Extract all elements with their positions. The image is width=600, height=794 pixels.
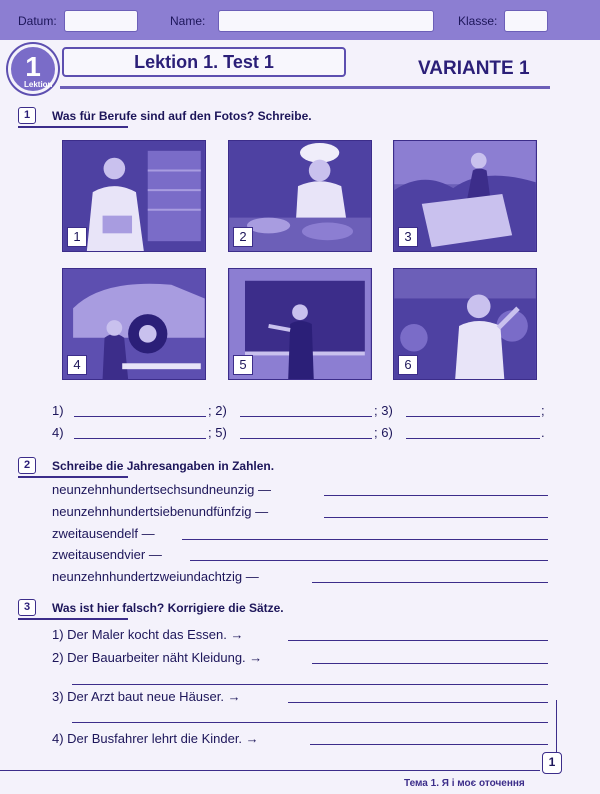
sentence-2-blank[interactable]	[312, 663, 548, 664]
sentence-3-blank-extra[interactable]	[72, 722, 548, 723]
answer-5-label: ; 5)	[208, 425, 227, 440]
task-2-underline	[18, 476, 128, 478]
answer-2-label: ; 2)	[208, 403, 227, 418]
answer-4-label: 4)	[52, 425, 64, 440]
photo-5-number: 5	[233, 355, 253, 375]
photo-3-number: 3	[398, 227, 418, 247]
year-item-5: neunzehnhundertzweiundachtzig —	[52, 569, 259, 584]
photo-4-number: 4	[67, 355, 87, 375]
year-blank-5[interactable]	[312, 582, 548, 583]
variant-label: VARIANTE 1	[418, 58, 530, 79]
answer-1-blank[interactable]	[74, 416, 206, 417]
page-title: Lektion 1. Test 1	[62, 47, 346, 77]
answer-6-end: .	[541, 425, 545, 440]
photo-6	[393, 268, 537, 380]
task-3-instruction: Was ist hier falsch? Korrigiere die Sätze.	[52, 601, 284, 615]
sentence-3: 3) Der Arzt baut neue Häuser. →	[52, 689, 241, 704]
task-1-number: 1	[18, 107, 36, 124]
class-field[interactable]	[504, 10, 548, 32]
task-1-underline	[18, 126, 128, 128]
sentence-4: 4) Der Busfahrer lehrt die Kinder. →	[52, 731, 259, 746]
answer-6-label: ; 6)	[374, 425, 393, 440]
answer-6-blank[interactable]	[406, 438, 540, 439]
name-label: Name:	[170, 14, 206, 28]
year-blank-4[interactable]	[190, 560, 548, 561]
photo-6-number: 6	[398, 355, 418, 375]
answer-5-blank[interactable]	[240, 438, 372, 439]
title-divider	[60, 86, 550, 89]
class-label: Klasse:	[458, 14, 498, 28]
photo-1	[62, 140, 206, 252]
year-item-1: neunzehnhundertsechsundneunzig —	[52, 482, 272, 497]
photo-1-number: 1	[67, 227, 87, 247]
date-field[interactable]	[64, 10, 138, 32]
answer-1-label: 1)	[52, 403, 64, 418]
sentence-1-blank[interactable]	[288, 640, 548, 641]
year-item-3: zweitausendelf —	[52, 526, 155, 541]
photo-4	[62, 268, 206, 380]
task-2-instruction: Schreibe die Jahresangaben in Zahlen.	[52, 459, 275, 473]
name-field[interactable]	[218, 10, 434, 32]
lesson-badge: 1	[8, 44, 58, 94]
answer-3-label: ; 3)	[374, 403, 393, 418]
year-item-2: neunzehnhundertsiebenundfünfzig —	[52, 504, 269, 519]
footer-topic: Тема 1. Я і моє оточення	[404, 778, 525, 789]
task-3-number: 3	[18, 599, 36, 616]
date-label: Datum:	[18, 14, 57, 28]
photo-2	[228, 140, 372, 252]
answer-2-blank[interactable]	[240, 416, 372, 417]
photo-3	[393, 140, 537, 252]
task-1-instruction: Was für Berufe sind auf den Fotos? Schreibe.	[52, 109, 312, 123]
year-blank-3[interactable]	[182, 539, 548, 540]
sentence-1: 1) Der Maler kocht das Essen. →	[52, 627, 244, 642]
answer-3-end: ;	[541, 403, 545, 418]
lesson-badge-label: Lektion	[24, 80, 53, 89]
task-2-number: 2	[18, 457, 36, 474]
year-blank-2[interactable]	[324, 517, 548, 518]
answer-3-blank[interactable]	[406, 416, 540, 417]
sentence-2: 2) Der Bauarbeiter näht Kleidung. →	[52, 650, 263, 665]
year-blank-1[interactable]	[324, 495, 548, 496]
footer-rule	[0, 770, 540, 771]
page-edge-rule	[556, 700, 557, 756]
photo-5	[228, 268, 372, 380]
task-3-underline	[18, 618, 128, 620]
year-item-4: zweitausendvier —	[52, 547, 162, 562]
sentence-3-blank[interactable]	[288, 702, 548, 703]
answer-4-blank[interactable]	[74, 438, 206, 439]
page-number: 1	[542, 752, 562, 774]
sentence-2-blank-extra[interactable]	[72, 684, 548, 685]
sentence-4-blank[interactable]	[310, 744, 548, 745]
photo-2-number: 2	[233, 227, 253, 247]
